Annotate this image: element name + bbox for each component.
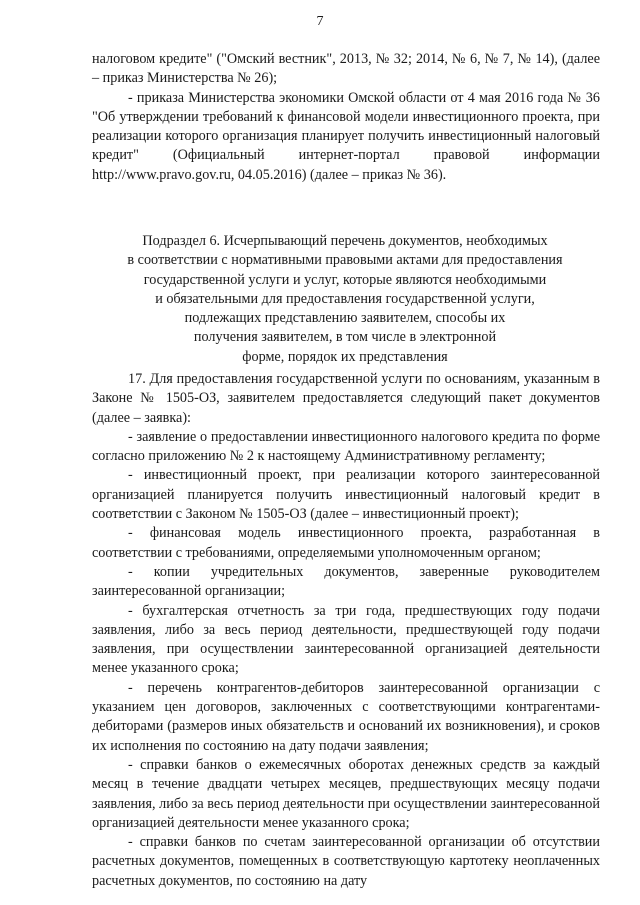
list-item: - инвестиционный проект, при реализации которого заинтересованной организацией планируется получить инвестиционный налоговый кредит в соответствии с Законом № 1505-ОЗ (далее – инвестиционный проект); [92,467,600,523]
heading-line: и обязательными для предоставления государственной услуги, [155,290,535,307]
heading-line: подлежащих представлению заявителем, способы их [184,310,506,327]
heading-line: получения заявителем, в том числе в электронной [193,329,497,346]
list-item: - приказа Министерства экономики Омской области от 4 мая 2016 года № 36 "Об утверждении требований к финансовой модели инвестиционного проекта, при реализации которого организация планирует получить инвестиционный налоговый кредит" (Официальный интернет-портал правовой информации http://www.pravo.gov.ru, 04.05.2016) (далее – приказ № 36). [92,89,600,183]
heading-line: государственной услуги и услуг, которые являются необходимыми [143,271,547,288]
previous-list-block [92,50,600,185]
heading-line: форме, порядок их представления [242,348,448,365]
clause-intro: 17. Для предоставления государственной услуги по основаниям, указанным в Законе № 1505-ОЗ, заявителем предоставляется следующий пакет документов (далее – заявка): [92,371,600,426]
list-item: - бухгалтерская отчетность за три года, предшествующих году подачи заявления, либо за весь период деятельности, предшествующей году подачи заявления, при осуществлении заинтересованной организацией деятельности менее указанного срока; [92,602,600,677]
continuation-paragraph: налоговом кредите" ("Омский вестник", 2013, № 32; 2014, № 6, № 7, № 14), (далее – приказ Министерства № 26); [92,51,600,87]
subsection-heading [110,232,580,367]
heading-line: Подраздел 6. Исчерпывающий перечень документов, необходимых [142,233,548,249]
list-item: - справки банков по счетам заинтересованной организации об отсутствии расчетных документов, помещенных в соответствующую картотеку неоплаченных расчетных документов, по состоянию на дату [92,834,600,889]
page-number: 7 [316,14,324,29]
list-item: - финансовая модель инвестиционного проекта, разработанная в соответствии с требованиями, определяемыми уполномоченным органом; [92,525,600,561]
list-item: - перечень контрагентов-дебиторов заинтересованной организации с указанием цен договоров, заключенных с соответствующими контрагентами-дебиторами (размеров иных обязательств и оснований их возникновения), и сроков их исполнения по состоянию на дату подачи заявления; [92,679,600,754]
list-item: - заявление о предоставлении инвестиционного налогового кредита по форме согласно приложению № 2 к настоящему Административному регламенту; [92,428,600,465]
list-item: - справки банков о ежемесячных оборотах денежных средств за каждый месяц в течение двадцати четырех месяцев, предшествующих месяцу подачи заявления, либо за весь период деятельности при осуществлении заинтересованной организацией деятельности менее указанного срока; [92,756,600,831]
heading-line: в соответствии с нормативными правовыми актами для предоставления [127,252,563,269]
clause-17-block [92,370,600,891]
list-item: - копии учредительных документов, заверенные руководителем заинтересованной организации; [92,563,600,600]
